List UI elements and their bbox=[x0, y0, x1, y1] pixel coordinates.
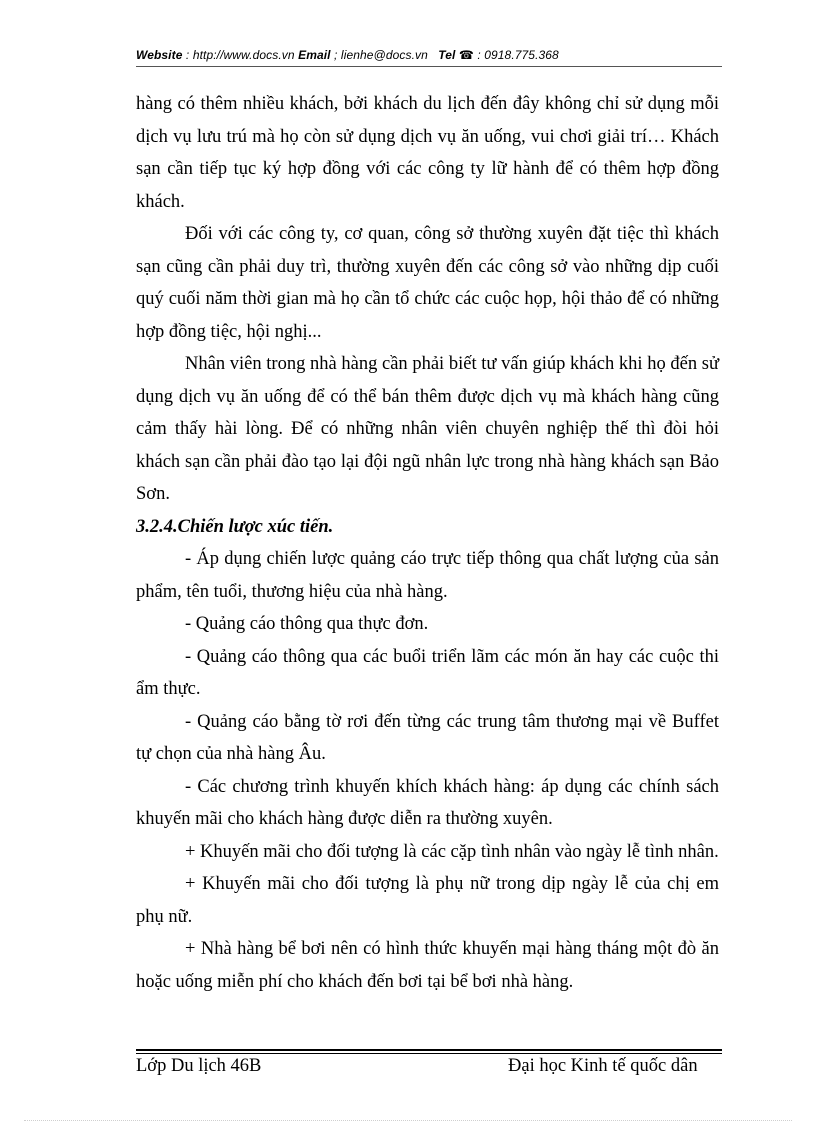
paragraph-continuation: hàng có thêm nhiều khách, bởi khách du lịch đến đây không chỉ sử dụng mỗi dịch vụ lưu trú mà họ còn sử dụng dịch vụ ăn uống, vui chơi giải trí… Khách sạn cần tiếp tục ký hợp đồng với các công ty lữ hành để có thêm hợp đồng khách. bbox=[136, 94, 719, 212]
page-bottom-dotted-line bbox=[24, 1120, 792, 1121]
footer-divider-thick bbox=[136, 1049, 722, 1051]
paragraph-staff-training: Nhân viên trong nhà hàng cần phải biết tư vấn giúp khách khi họ đến sử dụng dịch vụ ăn uống để có thể bán thêm được dịch vụ mà khách hàng cũng cảm thấy hài lòng. Để có những nhân viên chuyên nghiệp thế thì đòi hỏi khách sạn cần phải đào tạo lại đội ngũ nhân lực trong nhà hàng khách sạn Bảo Sơn. bbox=[136, 354, 719, 504]
tel-separator: : bbox=[473, 48, 485, 62]
list-item: - Áp dụng chiến lược quảng cáo trực tiếp thông qua chất lượng của sản phẩm, tên tuổi, thương hiệu của nhà hàng. bbox=[136, 549, 719, 602]
page-header bbox=[136, 48, 722, 62]
section-heading: 3.2.4.Chiến lược xúc tiến. bbox=[136, 516, 334, 537]
list-item: + Khuyến mãi cho đối tượng là các cặp tình nhân vào ngày lễ tình nhân. bbox=[185, 841, 719, 862]
website-label: Website bbox=[136, 48, 183, 62]
header-divider bbox=[136, 66, 722, 67]
paragraph-corporate-events: Đối với các công ty, cơ quan, công sở thường xuyên đặt tiệc thì khách sạn cũng cần phải duy trì, thường xuyên đến các công sở vào những dịp cuối quý cuối năm thời gian mà họ cần tổ chức các cuộc họp, hội thảo để có những hợp đồng tiệc, hội nghị... bbox=[136, 224, 719, 342]
list-item: - Quảng cáo thông qua các buổi triển lãm các món ăn hay các cuộc thi ẩm thực. bbox=[136, 646, 719, 699]
footer-class-name: Lớp Du lịch 46B bbox=[136, 1056, 262, 1076]
website-separator: : bbox=[182, 48, 193, 62]
footer-university-name: Đại học Kinh tế quốc dân bbox=[508, 1056, 698, 1076]
phone-icon: ☎ bbox=[458, 48, 474, 62]
phone-number: 0918.775.368 bbox=[484, 48, 559, 62]
website-url[interactable]: http://www.docs.vn bbox=[192, 48, 295, 62]
list-item: + Khuyến mãi cho đối tượng là phụ nữ trong dịp ngày lễ của chị em phụ nữ. bbox=[136, 874, 719, 927]
email-label: Email bbox=[298, 48, 331, 62]
document-body bbox=[136, 88, 719, 998]
list-item: - Quảng cáo bằng tờ rơi đến từng các trung tâm thương mại về Buffet tự chọn của nhà hàng Âu. bbox=[136, 711, 719, 764]
tel-label: Tel bbox=[438, 48, 456, 62]
email-separator: ; bbox=[330, 48, 341, 62]
list-item: + Nhà hàng bể bơi nên có hình thức khuyến mại hàng tháng một đò ăn hoặc uống miễn phí cho khách đến bơi tại bể bơi nhà hàng. bbox=[136, 939, 719, 992]
list-item: - Các chương trình khuyến khích khách hàng: áp dụng các chính sách khuyến mãi cho khách hàng được diễn ra thường xuyên. bbox=[136, 776, 719, 829]
email-address[interactable]: lienhe@docs.vn bbox=[340, 48, 428, 62]
list-item: - Quảng cáo thông qua thực đơn. bbox=[185, 614, 429, 634]
